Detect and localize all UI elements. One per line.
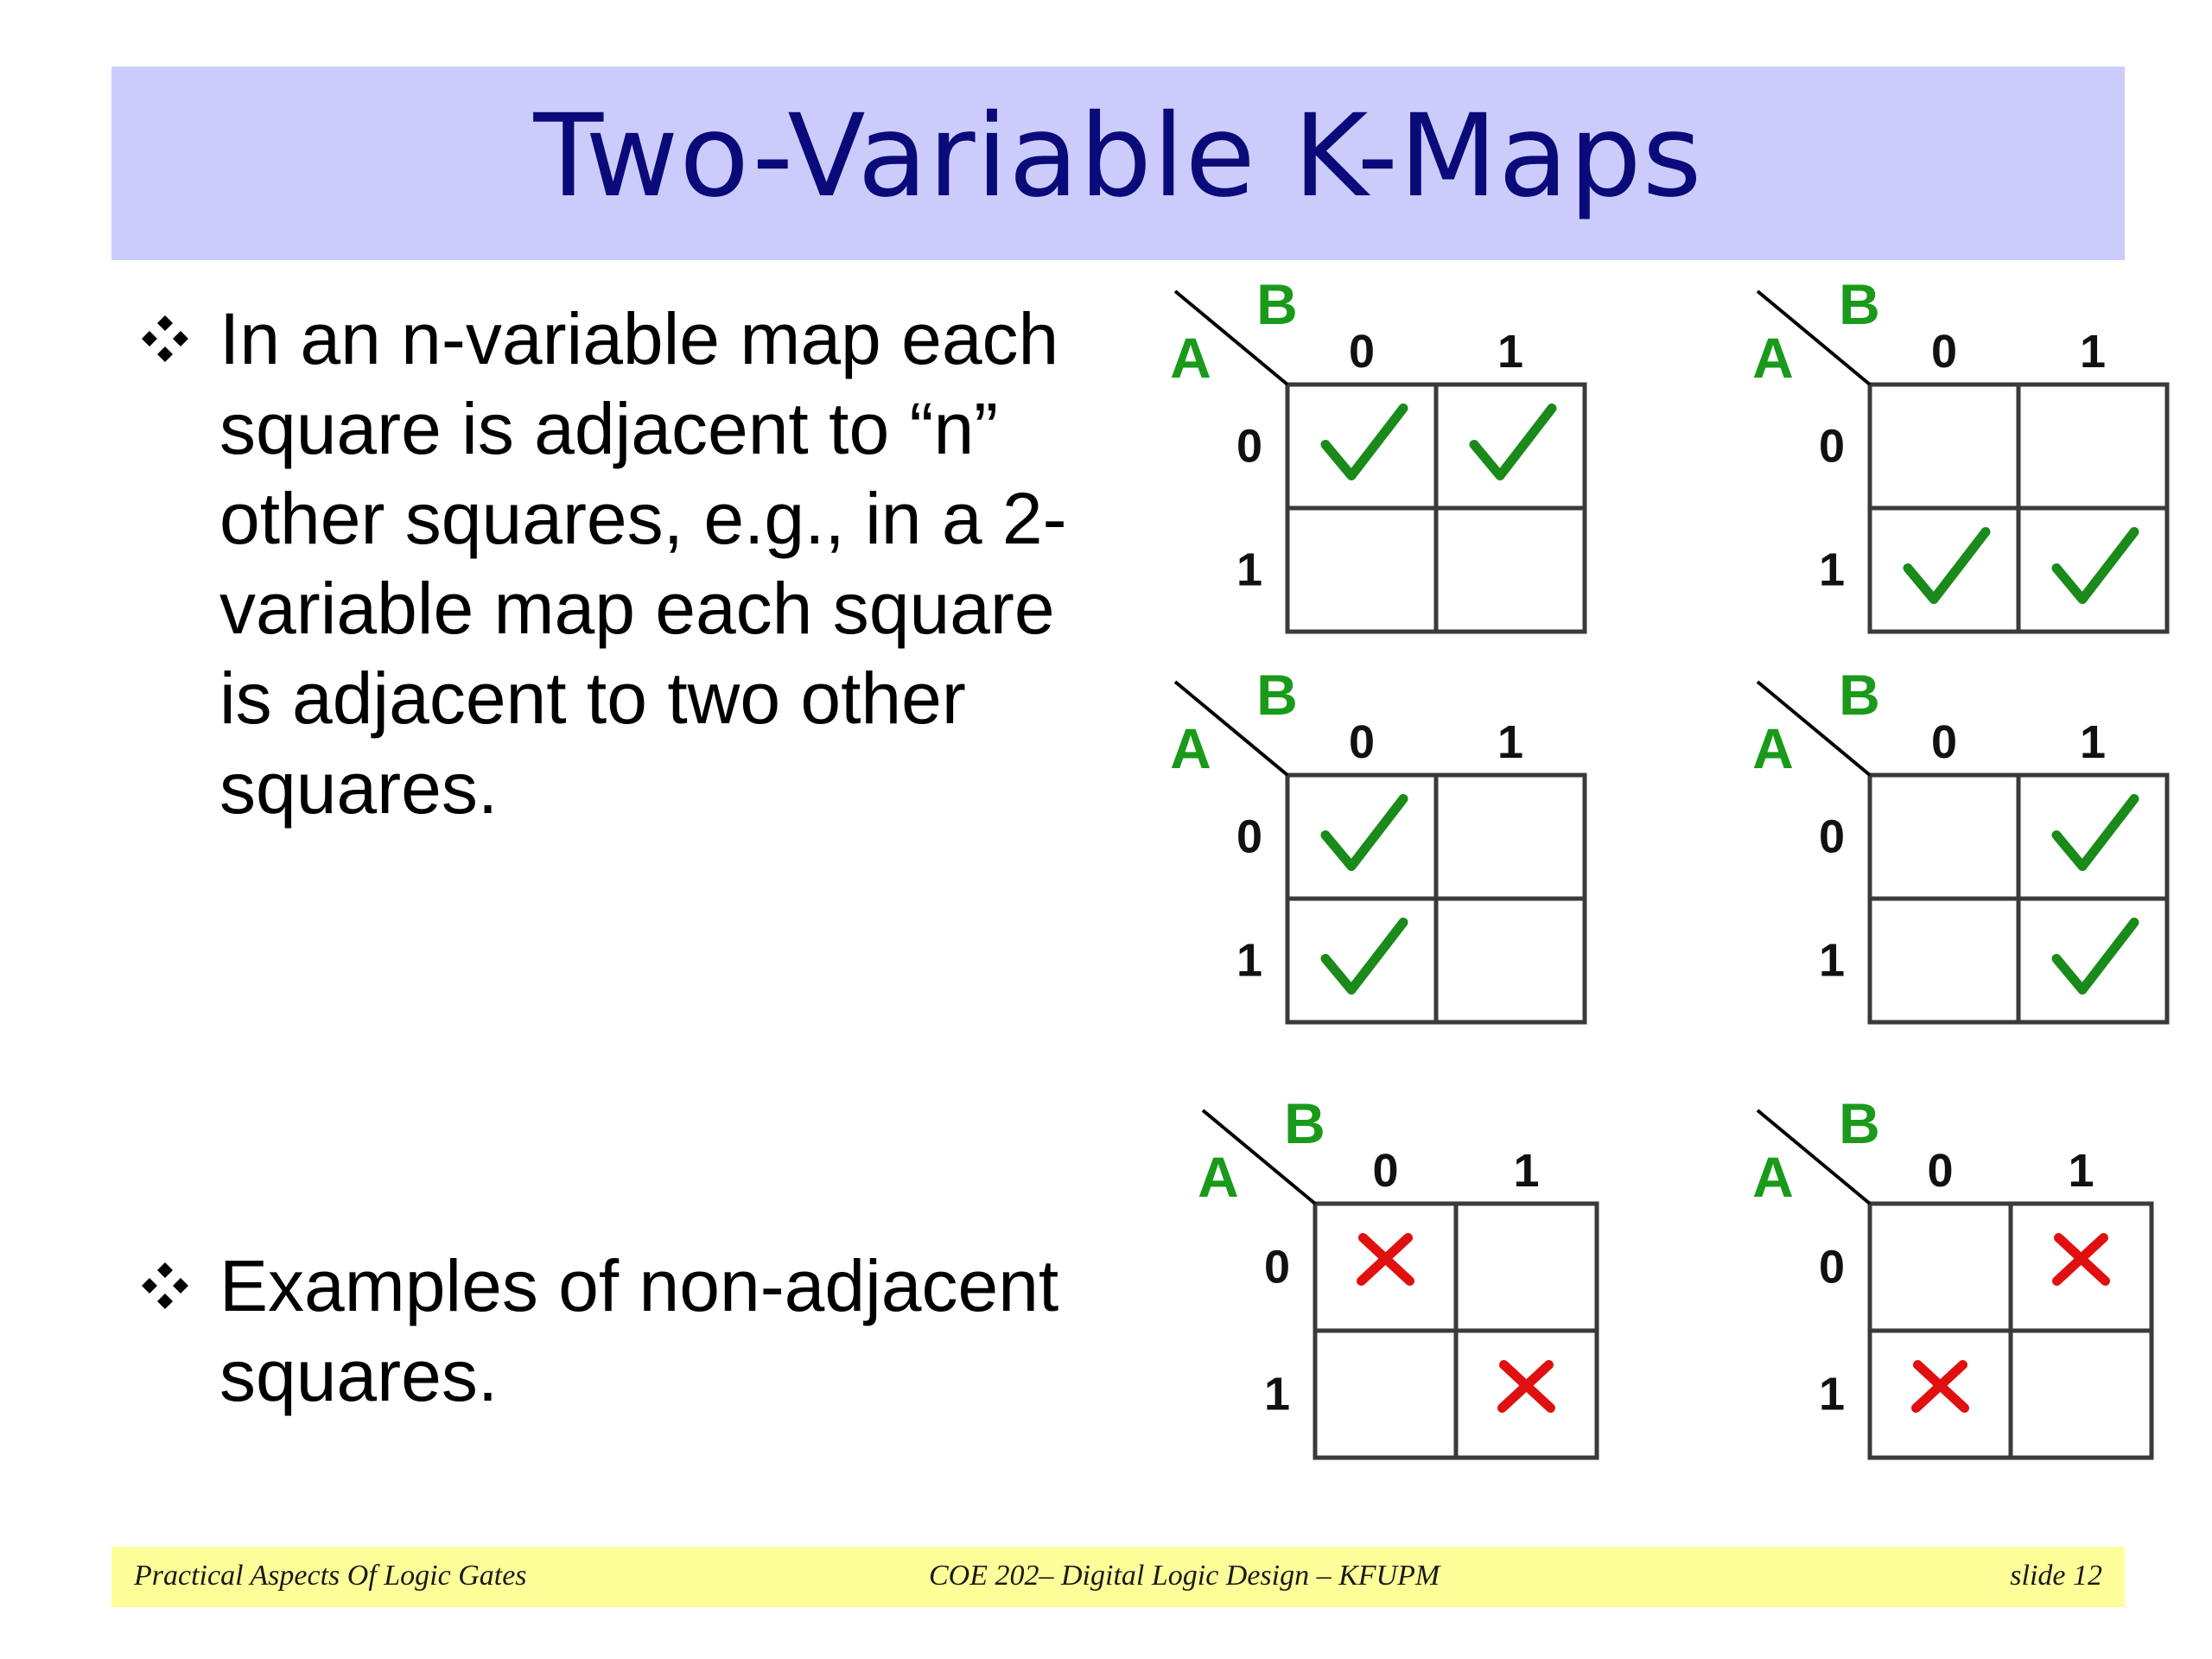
column-value-label: 1: [1497, 716, 1524, 768]
footer-bar: [111, 1547, 2125, 1607]
row-value-label: 1: [1236, 543, 1263, 596]
column-variable-label: B: [1839, 663, 1880, 727]
column-value-label: 0: [1348, 716, 1376, 768]
row-value-label: 1: [1818, 1368, 1846, 1421]
row-variable-label: A: [1752, 326, 1794, 390]
bullet-line: other squares, e.g., in a 2-: [219, 478, 1067, 559]
column-value-label: 0: [1348, 326, 1376, 378]
kmap-adjacent-col-0: [1170, 663, 1585, 1022]
bullet-line: squares.: [219, 747, 499, 829]
kmap-adjacent-col-1: [1752, 663, 2167, 1022]
bullet-line: square is adjacent to “n”: [219, 388, 999, 469]
column-value-label: 1: [1513, 1145, 1540, 1197]
row-variable-label: A: [1752, 716, 1794, 780]
cross-mark-icon: [1916, 1365, 1965, 1408]
check-mark-icon: [1325, 799, 1403, 867]
bullet-line: Examples of non-adjacent: [219, 1245, 1059, 1326]
check-mark-icon: [1325, 409, 1403, 476]
bullet-line: variable map each square: [219, 568, 1055, 649]
footer-course-name: COE 202– Digital Logic Design – KFUPM: [929, 1560, 1440, 1592]
footer-slide-number: slide 12: [2010, 1560, 2102, 1592]
column-value-label: 0: [1927, 1145, 1954, 1197]
bullet-line: squares.: [219, 1335, 499, 1416]
row-variable-label: A: [1170, 716, 1211, 780]
footer-course-topic: Practical Aspects Of Logic Gates: [134, 1560, 527, 1592]
kmap-adjacent-row-1: [1752, 272, 2167, 632]
column-variable-label: B: [1284, 1091, 1325, 1155]
kmap-non-adjacent-anti-diagonal: [1752, 1091, 2152, 1458]
row-value-label: 0: [1818, 1241, 1846, 1294]
check-mark-icon: [2056, 532, 2134, 600]
column-variable-label: B: [1839, 272, 1880, 336]
column-variable-label: B: [1839, 1091, 1880, 1155]
check-mark-icon: [1474, 409, 1552, 476]
row-value-label: 0: [1263, 1241, 1291, 1294]
column-value-label: 1: [1497, 326, 1524, 378]
row-value-label: 0: [1818, 810, 1846, 863]
check-mark-icon: [2056, 923, 2134, 990]
column-variable-label: B: [1256, 272, 1298, 336]
row-value-label: 0: [1236, 420, 1263, 473]
row-value-label: 1: [1236, 934, 1263, 987]
column-variable-label: B: [1256, 663, 1298, 727]
column-value-label: 0: [1930, 716, 1958, 768]
cross-mark-icon: [1503, 1365, 1551, 1408]
cross-mark-icon: [2057, 1238, 2106, 1281]
row-variable-label: A: [1752, 1145, 1794, 1209]
kmap-adjacent-row-0: [1170, 272, 1585, 632]
row-value-label: 0: [1818, 420, 1846, 473]
cross-mark-icon: [1362, 1238, 1410, 1281]
row-value-label: 1: [1263, 1368, 1291, 1421]
row-variable-label: A: [1170, 326, 1211, 390]
column-value-label: 1: [2079, 716, 2107, 768]
column-value-label: 1: [2079, 326, 2107, 378]
row-value-label: 1: [1818, 543, 1846, 596]
row-variable-label: A: [1198, 1145, 1239, 1209]
column-value-label: 0: [1930, 326, 1958, 378]
bullet-line: is adjacent to two other: [219, 658, 966, 739]
column-value-label: 1: [2068, 1145, 2094, 1197]
check-mark-icon: [1325, 923, 1403, 990]
check-mark-icon: [2056, 799, 2134, 867]
column-value-label: 0: [1372, 1145, 1399, 1197]
row-value-label: 1: [1818, 934, 1846, 987]
slide-title: Two-Variable K-Maps: [533, 90, 1703, 223]
bullet-line: In an n-variable map each: [219, 298, 1059, 379]
row-value-label: 0: [1236, 810, 1263, 863]
check-mark-icon: [1908, 532, 1986, 600]
kmap-non-adjacent-main-diagonal: [1198, 1091, 1597, 1458]
